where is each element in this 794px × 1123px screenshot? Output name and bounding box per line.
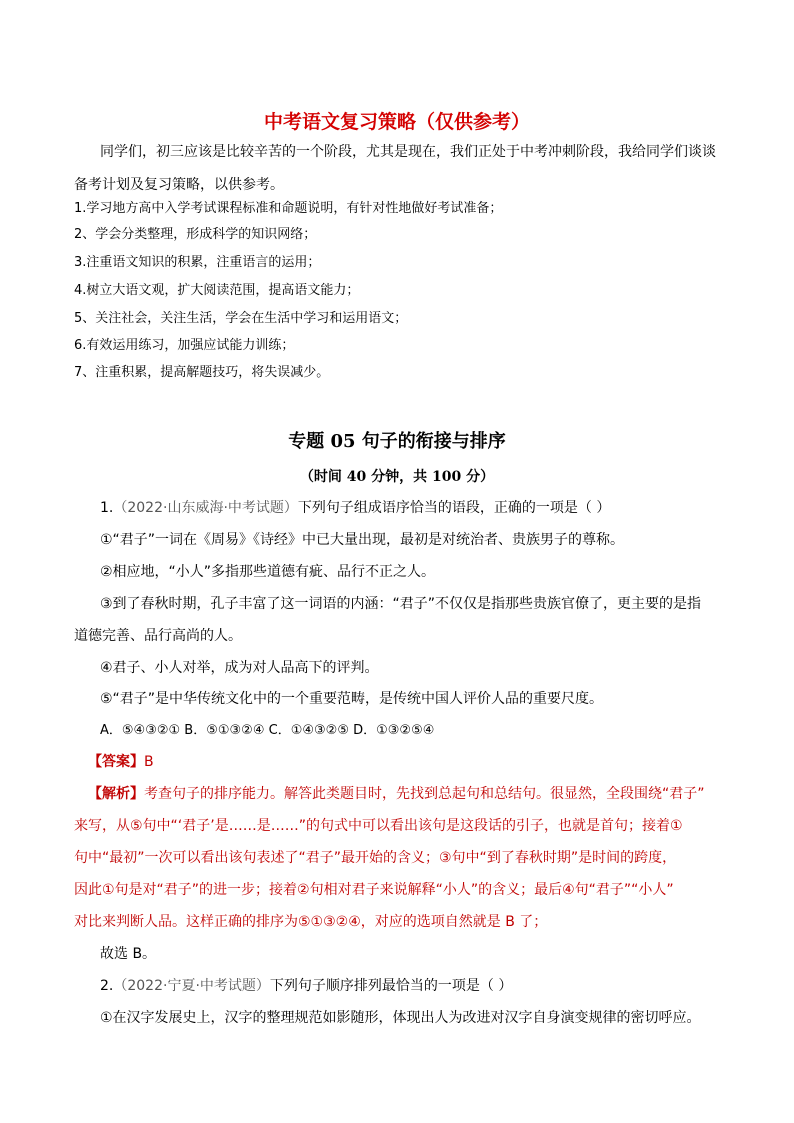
q1-source: （2022·山东威海·中考试题） [113,500,298,516]
q2-stem: 下列句子顺序排列最恰当的一项是（ ） [269,978,513,994]
tip-6: 6.有效运用练习，加强应试能力训练； [74,338,295,353]
tip-5: 5、关注社会，关注生活，学会在生活中学习和运用语文； [74,311,408,326]
tip-2: 2、学会分类整理，形成科学的知识网络； [74,227,317,242]
section-subtitle: （时间 40 分钟，共 100 分） [299,469,495,485]
q1-analysis-line-3: 句中“最初”一次可以看出该句表述了“君子”最开始的含义；③句中“到了春秋时期”是时间的跨度， [74,850,677,866]
q1-stem-line [100,499,610,517]
q2-source: （2022·宁夏·中考试题） [113,978,270,994]
q1-sentence-3b: 道德完善、品行高尚的人。 [74,628,242,644]
doc-title: 中考语文复习策略（仅供参考） [263,111,530,133]
q1-options: A．⑤④③②① B．⑤①③②④ C．①④③②⑤ D．①③②⑤④ [100,723,435,738]
answer-tag: 【答案】 [88,754,144,770]
q2-stem-line [100,977,512,995]
analysis-tag: 【解析】 [88,786,144,802]
q2-sentence-1: ①在汉字发展史上，汉字的整理规范如影随形，体现出人为改进对汉字自身演变规律的密切呼应。 [100,1010,701,1026]
section-title: 专题 05 句子的衔接与排序 [288,431,506,452]
q1-answer [88,753,154,771]
q1-analysis-line-5: 对比来判断人品。这样正确的排序为⑤①③②④，对应的选项自然就是 B 了； [74,914,548,930]
q1-analysis-line-1 [88,785,705,803]
q2-number: 2. [100,978,114,994]
q1-conclusion: 故选 B。 [100,946,157,962]
q1-sentence-5: ⑤“君子”是中华传统文化中的一个重要范畴，是传统中国人评价人品的重要尺度。 [100,691,604,707]
q1-number: 1. [100,500,114,516]
q1-stem: 下列句子组成语序恰当的语段，正确的一项是（ ） [297,500,611,516]
q1-analysis-line-4: 因此①句是对“君子”的进一步；接着②句相对君子来说解释“小人”的含义；最后④句“君子”“小人” [74,882,674,898]
q1-sentence-3a: ③到了春秋时期，孔子丰富了这一词语的内涵：“君子”不仅仅是指那些贵族官僚了，更主要的是指 [100,596,702,612]
tip-4: 4.树立大语文观，扩大阅读范围，提高语文能力； [74,283,360,298]
answer-value: B [144,754,154,770]
q1-sentence-1: ①“君子”一词在《周易》《诗经》中已大量出现，最初是对统治者、贵族男子的尊称。 [100,532,625,548]
tip-7: 7、注重积累，提高解题技巧，将失误减少。 [74,365,330,380]
q1-analysis-line-2: 来写，从⑤句中“‘君子’是……是……”的句式中可以看出该句是这段话的引子，也就是首句；接着① [74,818,683,834]
tip-3: 3.注重语文知识的积累，注重语言的运用； [74,255,321,270]
q1-sentence-2: ②相应地，“小人”多指那些道德有疵、品行不正之人。 [100,564,436,580]
intro-line-2: 备考计划及复习策略，以供参考。 [74,177,284,193]
intro-line-1: 同学们，初三应该是比较辛苦的一个阶段，尤其是现在，我们正处于中考冲刺阶段，我给同学们谈谈 [100,144,716,160]
analysis-text-1: 考查句子的排序能力。解答此类题目时，先找到总起句和总结句。很显然，全段围绕“君子” [144,786,705,802]
tip-1: 1.学习地方高中入学考试课程标准和命题说明，有针对性地做好考试准备； [74,201,503,216]
q1-sentence-4: ④君子、小人对举，成为对人品高下的评判。 [100,660,379,676]
